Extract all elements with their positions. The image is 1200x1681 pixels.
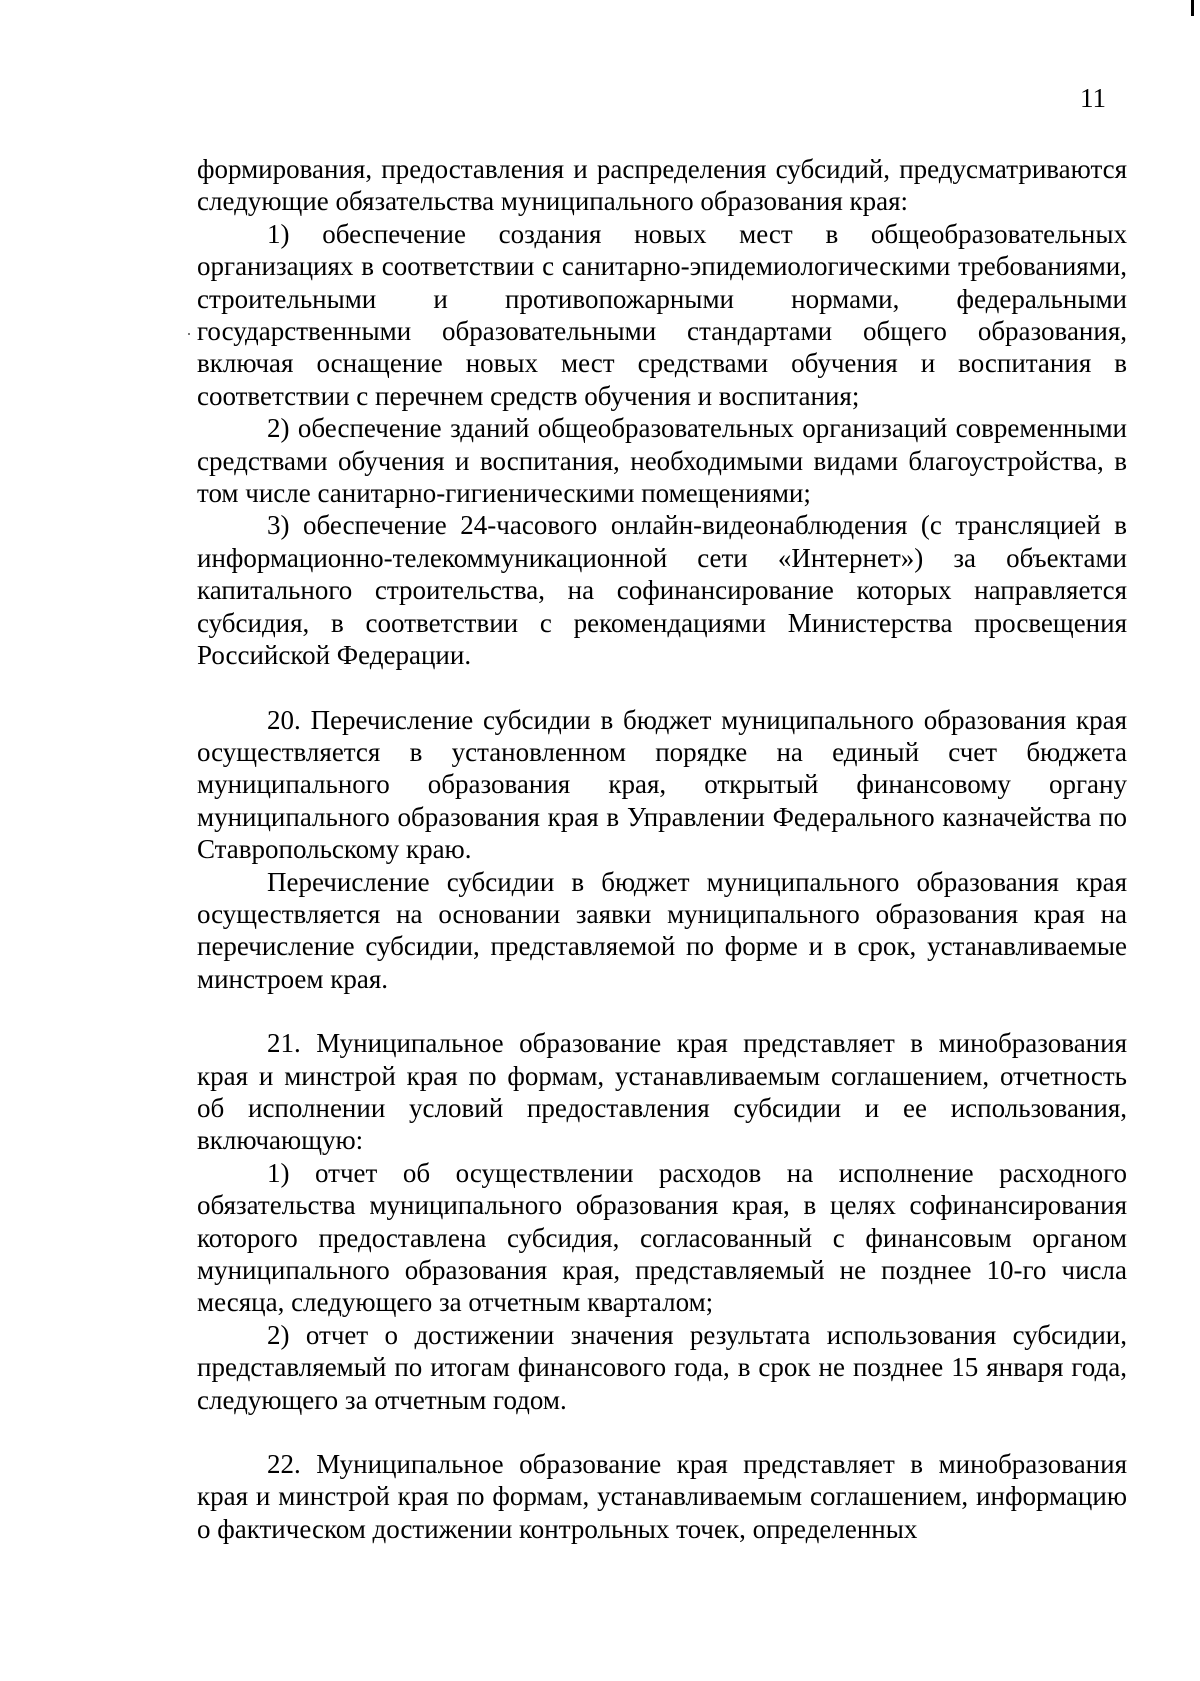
- paragraph-21-item-2: 2) отчет о достижении значения результата использования субсидии, представляемый по итогам финансового года, в срок не позднее 15 января года, следующего за отчетным годом.: [197, 1319, 1127, 1415]
- scan-edge-mark: [1191, 0, 1194, 16]
- scan-speck: [188, 333, 190, 335]
- list-item-2: 2) обеспечение зданий общеобразовательных организаций современными средствами обучения и воспитания, необходимыми видами благоустройства, в том числе санитарно-гигиеническими помещениями;: [197, 413, 1127, 509]
- paragraph-20: 20. Перечисление субсидии в бюджет муниципального образования края осуществляется в установленном порядке на единый счет бюджета муниципального образования края, открытый финансовому органу муниципального образования края в Управлении Федерального казначейства по Ставропольскому краю.: [197, 704, 1127, 865]
- page-number: 11: [1080, 83, 1106, 113]
- list-item-1: 1) обеспечение создания новых мест в общеобразовательных организациях в соответствии с санитарно-эпидемиологическими требованиями, строительными и противопожарными нормами, федеральными государственными образовательными стандартами общего образования, включая оснащение новых мест средствами обучения и воспитания в соответствии с перечнем средств обучения и воспитания;: [197, 218, 1127, 411]
- list-item-3: 3) обеспечение 24-часового онлайн-видеонаблюдения (с трансляцией в информационно-телекоммуникационной сети «Интернет») за объектами капитального строительства, на софинансирование которых направляется субсидия, в соответствии с рекомендациями Министерства просвещения Российской Федерации.: [197, 510, 1127, 671]
- document-body: [197, 153, 1127, 1545]
- paragraph-continuation: формирования, предоставления и распределения субсидий, предусматриваются следующие обязательства муниципального образования края:: [197, 154, 1127, 217]
- paragraph-21-item-1: 1) отчет об осуществлении расходов на исполнение расходного обязательства муниципального образования края, в целях софинансирования которого предоставлена субсидия, согласованный с финансовым органом муниципального образования края, представляемый не позднее 10-го числа месяца, следующего за отчетным кварталом;: [197, 1157, 1127, 1318]
- paragraph-22: 22. Муниципальное образование края представляет в минобразования края и минстрой края по формам, устанавливаемым соглашением, информацию о фактическом достижении контрольных точек, определенных: [197, 1449, 1127, 1544]
- paragraph-21: 21. Муниципальное образование края представляет в минобразования края и минстрой края по формам, устанавливаемым соглашением, отчетность об исполнении условий предоставления субсидии и ее использования, включающую:: [197, 1028, 1127, 1156]
- paragraph-20-continued: Перечисление субсидии в бюджет муниципального образования края осуществляется на основании заявки муниципального образования края на перечисление субсидии, представляемой по форме и в срок, устанавливаемые минстроем края.: [197, 866, 1127, 994]
